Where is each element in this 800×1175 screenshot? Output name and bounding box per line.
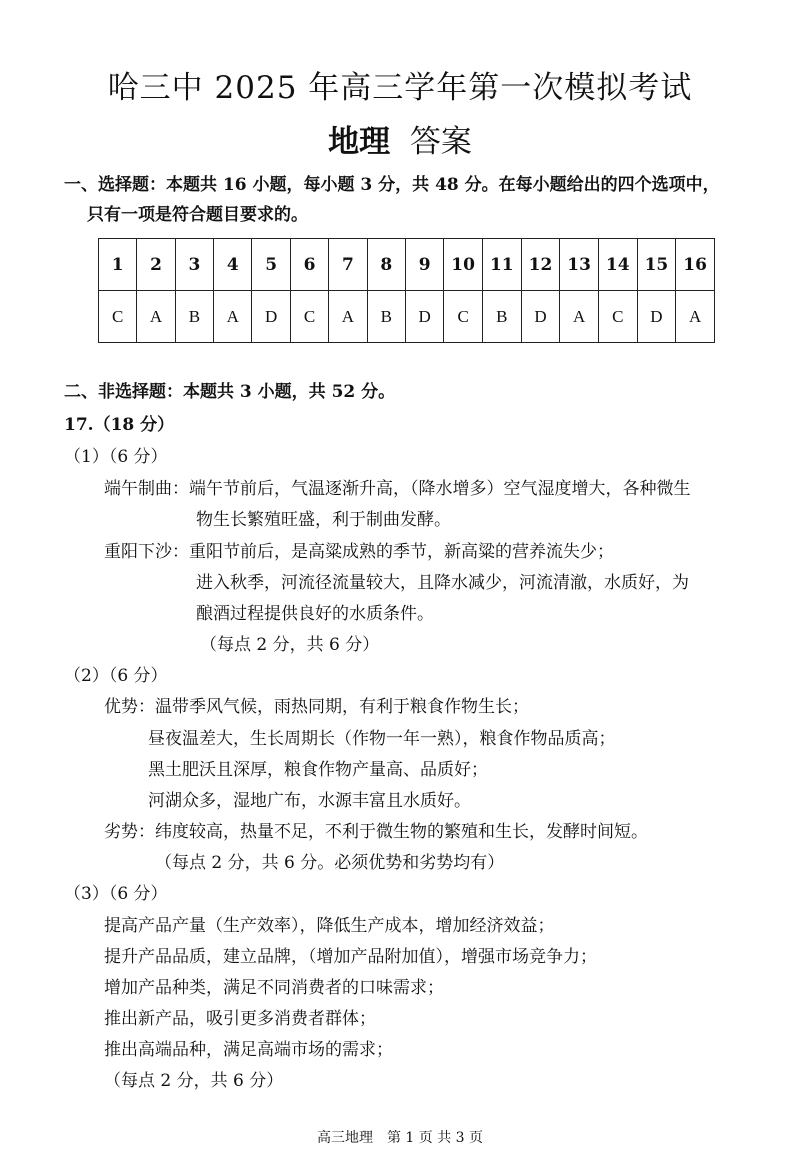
part1-line2: 物生长繁殖旺盛，利于制曲发酵。	[196, 510, 451, 530]
question-number-cell: 14	[598, 239, 637, 291]
question-number-cell: 11	[482, 239, 521, 291]
part1-line3: 重阳下沙：重阳节前后，是高粱成熟的季节，新高粱的营养流失少；	[104, 542, 614, 562]
answer-cell: A	[137, 291, 175, 343]
answer-cell: D	[637, 291, 676, 343]
part2-line5: 劣势：纬度较高，热量不足，不利于微生物的繁殖和生长，发酵时间短。	[104, 822, 648, 842]
answer-cell: A	[329, 291, 367, 343]
answer-cell: A	[560, 291, 599, 343]
answer-table-answer-row	[99, 291, 715, 343]
answer-cell: C	[290, 291, 328, 343]
question-17-heading: 17.（18 分）	[64, 415, 175, 435]
subject-label: 地理	[328, 124, 391, 160]
answer-table	[98, 238, 715, 343]
part2-label: （2）（6 分）	[64, 666, 168, 686]
part2-note: （每点 2 分，共 6 分。必须优势和劣势均有）	[155, 853, 505, 873]
question-number-cell: 1	[99, 239, 137, 291]
answer-cell: C	[598, 291, 637, 343]
question-number-cell: 15	[637, 239, 676, 291]
page-footer: 高三地理 第 1 页 共 3 页	[316, 1130, 484, 1146]
answer-cell: D	[521, 291, 560, 343]
part1-line5: 酿酒过程提供良好的水质条件。	[196, 604, 434, 624]
answer-cell: B	[367, 291, 405, 343]
answer-cell: D	[405, 291, 443, 343]
answer-cell: C	[444, 291, 483, 343]
part1-line4: 进入秋季，河流径流量较大，且降水减少，河流清澈，水质好，为	[196, 573, 689, 593]
question-number-cell: 10	[444, 239, 483, 291]
answer-cell: C	[99, 291, 137, 343]
question-number-cell: 6	[290, 239, 328, 291]
part3-label: （3）（6 分）	[64, 884, 168, 904]
part2-line2: 昼夜温差大，生长周期长（作物一年一熟），粮食作物品质高；	[148, 729, 616, 749]
question-number-cell: 7	[329, 239, 367, 291]
question-number-cell: 2	[137, 239, 175, 291]
part3-line1: 提高产品产量（生产效率），降低生产成本，增加经济效益；	[104, 916, 555, 936]
part1-note: （每点 2 分，共 6 分）	[200, 635, 380, 655]
part1-line1: 端午制曲：端午节前后，气温逐渐升高，（降水增多）空气湿度增大，各种微生	[104, 479, 691, 499]
question-number-cell: 9	[405, 239, 443, 291]
question-number-cell: 13	[560, 239, 599, 291]
answer-table-number-row	[99, 239, 715, 291]
subtitle	[0, 116, 800, 161]
section1-instruction-line1: 一、选择题：本题共 16 小题，每小题 3 分，共 48 分。在每小题给出的四个选项中，	[64, 175, 720, 195]
question-number-cell: 12	[521, 239, 560, 291]
section1-instruction-line2: 只有一项是符合题目要求的。	[87, 205, 308, 225]
answer-label: 答案	[409, 124, 472, 160]
part1-label: （1）（6 分）	[64, 447, 168, 467]
part3-line2: 提升产品品质，建立品牌，（增加产品附加值），增强市场竞争力；	[104, 947, 597, 967]
question-number-cell: 4	[214, 239, 252, 291]
part2-line1: 优势：温带季风气候，雨热同期，有利于粮食作物生长；	[104, 697, 529, 717]
part3-note: （每点 2 分，共 6 分）	[104, 1071, 284, 1091]
answer-cell: A	[676, 291, 715, 343]
question-number-cell: 8	[367, 239, 405, 291]
section2-heading: 二、非选择题：本题共 3 小题，共 52 分。	[64, 382, 396, 402]
question-number-cell: 16	[676, 239, 715, 291]
answer-cell: D	[252, 291, 290, 343]
part2-line4: 河湖众多，湿地广布，水源丰富且水质好。	[148, 791, 471, 811]
part3-line4: 推出新产品，吸引更多消费者群体；	[104, 1009, 376, 1029]
part3-line3: 增加产品种类，满足不同消费者的口味需求；	[104, 978, 444, 998]
part3-line5: 推出高端品种，满足高端市场的需求；	[104, 1040, 393, 1060]
question-number-cell: 3	[175, 239, 213, 291]
answer-cell: B	[482, 291, 521, 343]
answer-cell: A	[214, 291, 252, 343]
page-title: 哈三中 2025 年高三学年第一次模拟考试	[107, 70, 693, 106]
answer-cell: B	[175, 291, 213, 343]
part2-line3: 黑土肥沃且深厚，粮食作物产量高、品质好；	[148, 760, 488, 780]
question-number-cell: 5	[252, 239, 290, 291]
